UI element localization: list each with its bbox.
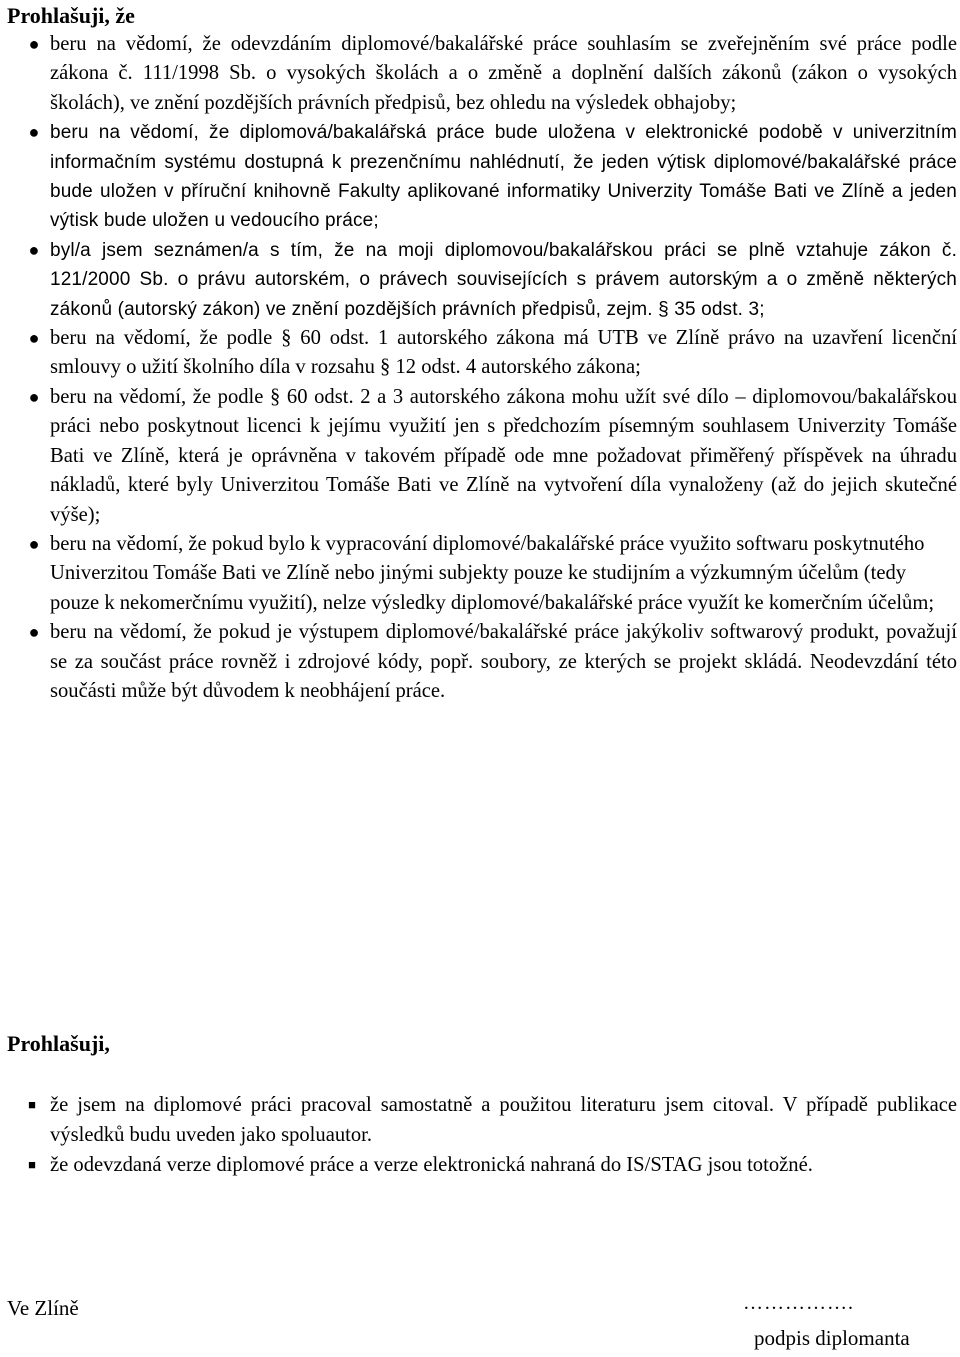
list-item — [28, 30, 957, 118]
list-item-text: beru na vědomí, že podle § 60 odst. 1 autorského zákona má UTB ve Zlíně právo na uzavření licenční smlouvy o užití školního díla v rozsahu § 12 odst. 4 autorského zákona; — [50, 327, 957, 379]
declaration-list-2 — [28, 1090, 957, 1180]
list-item — [28, 1090, 957, 1150]
signature-line: ……………. — [743, 1292, 854, 1314]
round-bullet-icon: ● — [28, 34, 40, 54]
square-bullet-icon: ■ — [28, 1157, 36, 1172]
list-item — [28, 1150, 957, 1180]
round-bullet-icon: ● — [28, 533, 40, 554]
list-item — [28, 530, 957, 618]
list-item — [28, 118, 957, 236]
round-bullet-icon: ● — [28, 386, 40, 407]
list-item-text: beru na vědomí, že diplomová/bakalářská práce bude uložena v elektronické podobě v univerzitním informačním systému dostupná k prezenčnímu nahlédnutí, že jeden výtisk diplomové/bakalářské práce bude uložen v příruční knihovně Fakulty aplikované informatiky Univerzity Tomáše Bati ve Zlíně a jeden výtisk bude uložen u vedoucího práce; — [50, 122, 957, 232]
section2-heading: Prohlašuji, — [7, 1031, 110, 1056]
list-item-text: beru na vědomí, že podle § 60 odst. 2 a 3 autorského zákona mohu užít své dílo – diplomovou/bakalářskou práci nebo poskytnout licenci k jejímu využití jen s předchozím písemným souhlasem Univerzity Tomáše Bati ve Zlíně, která je oprávněna v takovém případě ode mne požadovat přiměřený příspěvek na úhradu nákladů, které byly Univerzitou Tomáše Bati ve Zlíně na vytvoření díla vynaloženy (až do jejich skutečné výše); — [50, 385, 957, 526]
list-item — [28, 618, 957, 706]
place-label: Ve Zlíně — [7, 1296, 79, 1320]
list-item-text: beru na vědomí, že pokud je výstupem diplomové/bakalářské práce jakýkoliv softwarový produkt, považují se za součást práce rovněž i zdrojové kódy, popř. soubory, ze kterých se projekt skládá. Neodevzdání této součásti může být důvodem k neobhájení práce. — [50, 621, 957, 702]
round-bullet-icon: ● — [28, 622, 40, 643]
list-item-text: beru na vědomí, že odevzdáním diplomové/bakalářské práce souhlasím se zveřejněním své práce podle zákona č. 111/1998 Sb. o vysokých školách a o změně a doplnění dalších zákonů (zákon o vysokých školách), ve znění pozdějších právních předpisů, bez ohledu na výsledek obhajoby; — [50, 33, 957, 114]
list-item — [28, 236, 957, 324]
square-bullet-icon: ■ — [28, 1097, 36, 1112]
list-item — [28, 324, 957, 383]
round-bullet-icon: ● — [28, 122, 40, 143]
round-bullet-icon: ● — [28, 239, 40, 260]
round-bullet-icon: ● — [28, 328, 40, 349]
list-item-text: že odevzdaná verze diplomové práce a verze elektronická nahraná do IS/STAG jsou totožné. — [50, 1154, 813, 1176]
declaration-list-1 — [28, 30, 957, 706]
list-item — [28, 383, 957, 530]
section1-heading: Prohlašuji, že — [7, 3, 135, 28]
list-item-text: že jsem na diplomové práci pracoval samostatně a použitou literaturu jsem citoval. V případě publikace výsledků budu uveden jako spoluautor. — [50, 1094, 957, 1146]
list-item-text: beru na vědomí, že pokud bylo k vypracování diplomové/bakalářské práce využito softwaru poskytnutého Univerzitou Tomáše Bati ve Zlíně nebo jinými subjekty pouze ke studijním a výzkumným účelům (tedy pouze k nekomerčnímu využití), nelze výsledky diplomové/bakalářské práce využít ke komerčním účelům; — [50, 532, 935, 614]
list-item-text: byl/a jsem seznámen/a s tím, že na moji diplomovou/bakalářskou práci se plně vztahuje zákon č. 121/2000 Sb. o právu autorském, o právech souvisejících s právem autorským a o změně některých zákonů (autorský zákon) ve znění pozdějších právních předpisů, zejm. § 35 odst. 3; — [50, 239, 957, 320]
signature-label: podpis diplomanta — [754, 1326, 910, 1350]
